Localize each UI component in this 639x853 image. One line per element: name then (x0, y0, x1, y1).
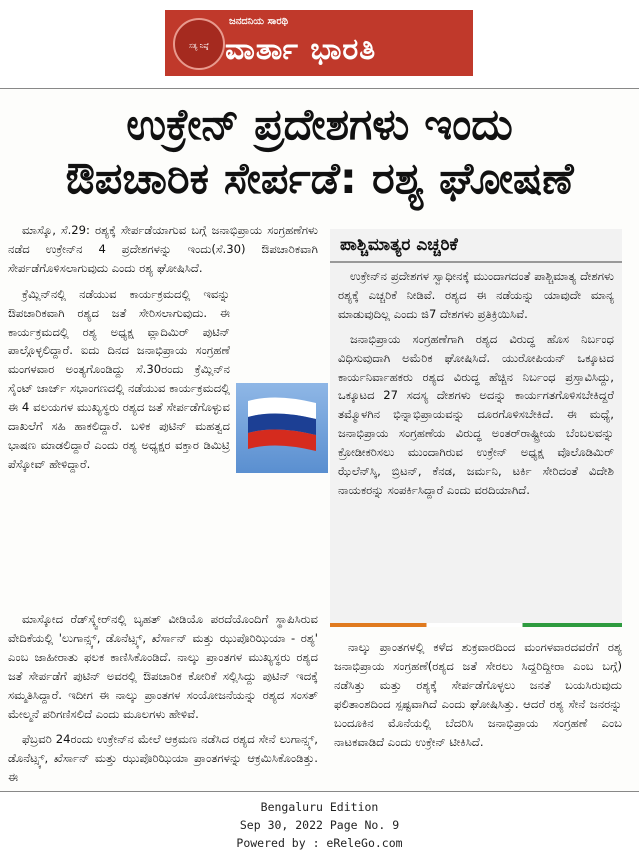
headline-line-1: ಉಕ್ರೇನ್ ಪ್ರದೇಶಗಳು ಇಂದು (126, 100, 513, 150)
russia-flag-photo (236, 383, 328, 473)
article-paragraph: ಫೆಬ್ರವರಿ 24ರಂದು ಉಕ್ರೇನ್‌ನ ಮೇಲೆ ಆಕ್ರಮಣ ನಡೆಸಿದ ರಶ್ಯದ ಸೇನೆ ಲುಗಾನ್ಸ್ಕ್, ಡೊನೆಟ್ಸ್ಕ್, ಖೆರ್ಸಾನ್ ಮತ್ತು ಝುಪೊರಿಝಿಯಾ ಪ್ರಾಂತಗಳನ್ನು ಆಕ್ರಮಿಸಿಕೊಂಡಿತ್ತು. ಈ (8, 732, 318, 785)
masthead-name: ವಾರ್ತಾ ಭಾರತಿ (225, 32, 377, 67)
flag-icon (236, 383, 328, 473)
seal-text: ಸತ್ಯ ನಿಷ್ಠೆ (189, 42, 209, 50)
page-footer (0, 798, 639, 852)
sidebar-paragraph: ಉಕ್ರೇನ್‌ನ ಪ್ರದೇಶಗಳ ಸ್ವಾಧೀನಕ್ಕೆ ಮುಂದಾಗದಂತೆ ಪಾಶ್ಚಿಮಾತ್ಯ ದೇಶಗಳು ರಶ್ಯಕ್ಕೆ ಎಚ್ಚರಿಕೆ ನೀಡಿವೆ. ರಶ್ಯದ ಈ ನಡೆಯನ್ನು ಯಾವುದೇ ಮಾನ್ಯ ಮಾಡುವುದಿಲ್ಲ ಎಂದು ಜಿ7 ದೇಶಗಳು ಪ್ರತಿಕ್ರಿಯಿಸಿವೆ. (338, 269, 614, 321)
masthead-tagline: ಜನದನಿಯ ಸಾರಥಿ (229, 16, 289, 27)
masthead-logo (165, 10, 473, 76)
footer-edition: Bengaluru Edition (260, 800, 379, 814)
seal-logo (173, 18, 225, 70)
tricolor-divider (330, 623, 622, 627)
footer-date-page: Sep 30, 2022 Page No. 9 (239, 818, 400, 832)
headline (0, 98, 639, 206)
article-right-column (334, 638, 622, 758)
sidebar-divider (330, 261, 622, 263)
article-paragraph: ಕ್ರೆಮ್ಲಿನ್‌ನಲ್ಲಿ ನಡೆಯುವ ಕಾರ್ಯಕ್ರಮದಲ್ಲಿ ಇವನ್ನು ಔಪಚಾರಿಕವಾಗಿ ರಶ್ಯದ ಜತೆ ಸೇರಿಸಲಾಗುವುದು. ಈ ಕಾರ್ಯಕ್ರಮದಲ್ಲಿ ರಶ್ಯ ಅಧ್ಯಕ್ಷ ವ್ಲಾದಿಮಿರ್ ಪುಟಿನ್ ಪಾಲ್ಗೊಳ್ಳಲಿದ್ದಾರೆ. ಐದು ದಿನದ ಜನಾಭಿಪ್ರಾಯ ಸಂಗ್ರಹಣೆ ಮಂಗಳವಾರ ಅಂತ್ಯಗೊಂಡಿದ್ದು ಸೆ.30ರಂದು ಕ್ರೆಮ್ಲಿನ್‌ನ ಸೈಂಟ್ ಜಾರ್ಜ್ ಸಭಾಂಗಣದಲ್ಲಿ ನಡೆಯುವ ಕಾರ್ಯಕ್ರಮದಲ್ಲಿ ಈ 4 ವಲಯಗಳ ಮುಖ್ಯಸ್ಥರು ರಶ್ಯದ ಜತೆ ಸೇರ್ಪಡೆಗೊಳ್ಳುವ ದಾಖಲೆಗೆ ಸಹಿ ಹಾಕಲಿದ್ದಾರೆ. ಬಳಿಕ ಪುಟಿನ್ ಮಹತ್ವದ ಭಾಷಣ ಮಾಡಲಿದ್ದಾರೆ ಎಂದು ರಶ್ಯ ಅಧ್ಯಕ್ಷರ ವಕ್ತಾರ ಡಿಮಿಟ್ರಿ ಪೆಸ್ಕೋವ್ ಹೇಳಿದ್ದಾರೆ. (8, 286, 230, 471)
article-paragraph: ಮಾಸ್ಕೋದ ರೆಡ್‌ಸ್ಕ್ವೇರ್‌ನಲ್ಲಿ ಬೃಹತ್ ವೀಡಿಯೊ ಪರದೆಯೊಂದಿಗೆ ಸ್ಥಾಪಿಸಿರುವ ವೇದಿಕೆಯಲ್ಲಿ 'ಲುಗಾನ್ಸ್ಕ್, ಡೊನೆಟ್ಸ್ಕ್, ಖೆರ್ಸಾನ್ ಮತ್ತು ಝುಪೊರಿಝಿಯಾ - ರಶ್ಯ' ಎಂಬ ಜಾಹೀರಾತು ಫಲಕ ಕಾಣಿಸಿಕೊಂಡಿದೆ. ನಾಲ್ಕು ಪ್ರಾಂತಗಳ ಮುಖ್ಯಸ್ಥರು ರಶ್ಯದ ಜತೆ ಸೇರ್ಪಡೆಗೆ ಪುಟಿನ್ ಅವರಲ್ಲಿ ಔಪಚಾರಿಕ ಕೋರಿಕೆ ಸಲ್ಲಿಸಿದ್ದು ಪುಟಿನ್ ಇದಕ್ಕೆ ಸಮ್ಮತಿಸಿದ್ದಾರೆ. ಇದೀಗ ಈ ನಾಲ್ಕು ಪ್ರಾಂತಗಳ ಸಂಯೋಜನೆಯನ್ನು ರಶ್ಯದ ಸಂಸತ್ ಮೇಲ್ಮನೆ ಪರಿಗಣಿಸಲಿದೆ ಎಂದು ಮೂಲಗಳು ಹೇಳಿವೆ. (8, 612, 318, 721)
sidebar-body (338, 267, 614, 506)
sidebar-paragraph: ಜನಾಭಿಪ್ರಾಯ ಸಂಗ್ರಹಣೆಗಾಗಿ ರಶ್ಯದ ವಿರುದ್ಧ ಹೊಸ ನಿರ್ಬಂಧ ವಿಧಿಸುವುದಾಗಿ ಅಮೆರಿಕ ಘೋಷಿಸಿದೆ. ಯುರೋಪಿಯನ್ ಒಕ್ಕೂಟದ ಕಾರ್ಯನಿರ್ವಾಹಕರು ರಶ್ಯದ ವಿರುದ್ಧ ಹೆಚ್ಚಿನ ನಿರ್ಬಂಧ ಪ್ರಸ್ತಾವಿಸಿದ್ದು, ಒಕ್ಕೂಟದ 27 ಸದಸ್ಯ ದೇಶಗಳು ಅದನ್ನು ಕಾರ್ಯಗತಗೊಳಿಸಬೇಕಿದ್ದರೆ ತಮ್ಮೊಳಗಿನ ಭಿನ್ನಾಭಿಪ್ರಾಯವನ್ನು ದೂರಗೊಳಿಸಬೇಕಿದೆ. ಈ ಮಧ್ಯೆ, ಜನಾಭಿಪ್ರಾಯ ಸಂಗ್ರಹಣೆಯ ವಿರುದ್ಧ ಅಂತರ್‌ರಾಷ್ಟ್ರೀಯ ಬೆಂಬಲವನ್ನು ಕ್ರೋಡೀಕರಿಸಲು ಮುಂದಾಗಿರುವ ಉಕ್ರೇನ್ ಅಧ್ಯಕ್ಷ ವೊಲೊಡಿಮಿರ್ ಝೆಲೆನ್‌ಸ್ಕಿ, ಬ್ರಿಟನ್, ಕೆನಡ, ಜರ್ಮನಿ, ಟರ್ಕಿ ಸೇರಿದಂತೆ ವಿದೇಶಿ ನಾಯಕರನ್ನು ಸಂಪರ್ಕಿಸಿದ್ದಾರೆ ಎಂದು ವರದಿಯಾಗಿದೆ. (338, 331, 614, 497)
sidebar-title: ಪಾಶ್ಚಿಮಾತ್ಯರ ಎಚ್ಚರಿಕೆ (340, 235, 458, 255)
headline-line-2: ಔಪಚಾರಿಕ ಸೇರ್ಪಡೆ: ರಶ್ಯ ಘೋಷಣೆ (65, 154, 574, 204)
article-left-lower (8, 610, 318, 794)
footer-powered-by: Powered by : eReleGo.com (236, 836, 403, 850)
article-paragraph: ಮಾಸ್ಕೊ, ಸೆ.29: ರಶ್ಯಕ್ಕೆ ಸೇರ್ಪಡೆಯಾಗುವ ಬಗ್ಗೆ ಜನಾಭಿಪ್ರಾಯ ಸಂಗ್ರಹಣೆಗಳು ನಡೆದ ಉಕ್ರೇನ್‌ನ 4 ಪ್ರದೇಶಗಳನ್ನು ಇಂದು(ಸೆ.30) ಔಪಚಾರಿಕವಾಗಿ ಸೇರ್ಪಡೆಗೊಳಿಸಲಾಗುವುದು ಎಂದು ರಶ್ಯ ಘೋಷಿಸಿದೆ. (8, 223, 318, 275)
sidebar-box (330, 229, 622, 627)
article-paragraph: ನಾಲ್ಕು ಪ್ರಾಂತಗಳಲ್ಲಿ ಕಳೆದ ಶುಕ್ರವಾರದಿಂದ ಮಂಗಳವಾರದವರೆಗೆ ರಶ್ಯ ಜನಾಭಿಪ್ರಾಯ ಸಂಗ್ರಹಣೆ(ರಶ್ಯದ ಜತೆ ಸೇರಲು ಸಿದ್ದರಿದ್ದೀರಾ ಎಂಬ ಬಗ್ಗೆ) ನಡೆಸಿತ್ತು ಮತ್ತು ರಶ್ಯಕ್ಕೆ ಸೇರ್ಪಡೆಗೊಳ್ಳಲು ಜನತೆ ಬಯಸಿರುವುದು ಫಲಿತಾಂಶದಿಂದ ಸ್ಪಷ್ಟವಾಗಿದೆ ಎಂದು ಘೋಷಿಸಿತ್ತು. ಆದರೆ ರಶ್ಯ ಸೇನೆ ಜನರನ್ನು ಬಂದೂಕಿನ ಮೊನೆಯಲ್ಲಿ ಬೆದರಿಸಿ ಜನಾಭಿಪ್ರಾಯ ಸಂಗ್ರಹಣೆ ಎಂಬ ನಾಟಕವಾಡಿದೆ ಎಂದು ಉಕ್ರೇನ್ ಟೀಕಿಸಿದೆ. (334, 640, 622, 749)
